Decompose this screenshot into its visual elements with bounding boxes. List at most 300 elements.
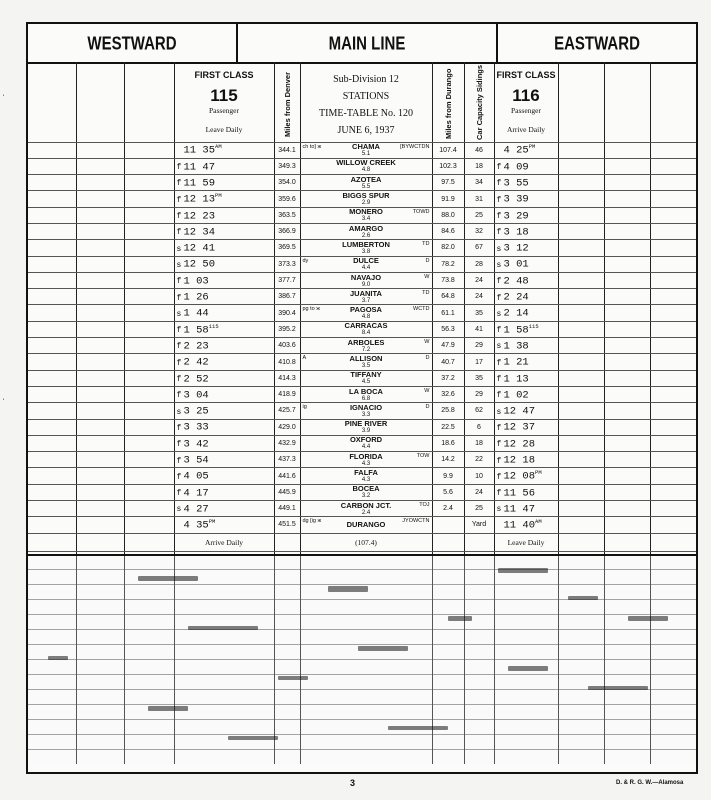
westbound-time: 2 42 <box>183 356 209 369</box>
station-distance: 4.8 <box>361 167 371 174</box>
total-distance: (107.4) <box>300 533 432 551</box>
station-name: TIFFANY <box>350 370 382 380</box>
eastbound-prefix: s <box>496 407 502 417</box>
westbound-prefix: f <box>176 179 182 189</box>
station-distance: 4.3 <box>361 460 371 467</box>
station-distance: 3.5 <box>361 363 371 369</box>
station-row <box>28 142 696 158</box>
bleed-ink-mark <box>508 666 548 671</box>
station-distance: 7.2 <box>361 346 371 353</box>
miles-from-durango: 37.2 <box>432 370 464 386</box>
station-distance: 2.9 <box>361 200 371 207</box>
station-name: LA BOCA <box>349 386 383 396</box>
eastbound-prefix: f <box>496 456 502 466</box>
miles-from-durango: 102.3 <box>432 158 464 174</box>
station-distance: 2.6 <box>361 232 371 239</box>
station-name: MONERO <box>349 207 383 217</box>
station-code-right: TD <box>422 290 430 297</box>
station-name: CHAMA <box>352 142 380 152</box>
station-row <box>28 305 696 321</box>
eastbound-time: 1 13 <box>503 373 529 386</box>
westbound-time: 3 54 <box>183 454 209 467</box>
bleed-ink-mark <box>228 736 278 740</box>
eastbound-prefix: s <box>496 244 502 254</box>
eastbound-suffix: 115 <box>528 322 539 330</box>
miles-from-denver: 395.2 <box>274 321 300 337</box>
bleed-column-line <box>76 556 77 764</box>
eastbound-prefix: f <box>496 391 502 401</box>
miles-from-denver: 377.7 <box>274 272 300 288</box>
miles-from-denver: 425.7 <box>274 403 300 419</box>
westbound-time: 11 47 <box>183 161 216 174</box>
westbound-time: 4 35 <box>183 519 209 532</box>
westbound-time: 12 41 <box>183 242 216 255</box>
station-row <box>28 207 696 223</box>
eastbound-prefix: f <box>496 440 502 450</box>
eastbound-prefix: f <box>496 489 502 499</box>
bleed-ink-mark <box>498 568 548 573</box>
car-capacity: 32 <box>464 223 494 239</box>
car-capacity: 62 <box>464 403 494 419</box>
eastbound-time: 2 24 <box>503 291 529 304</box>
station-row <box>28 158 696 174</box>
westbound-prefix: f <box>176 456 182 466</box>
car-capacity: 18 <box>464 435 494 451</box>
station-cell <box>300 403 432 419</box>
station-row <box>28 501 696 517</box>
station-cell <box>300 338 432 354</box>
westbound-prefix: s <box>176 505 182 515</box>
miles-from-denver: 369.5 <box>274 240 300 256</box>
westbound-suffix: PM <box>215 192 222 200</box>
station-name: JUANITA <box>350 288 382 298</box>
station-cell <box>300 158 432 174</box>
bleed-column-line <box>558 556 559 764</box>
car-capacity: 18 <box>464 158 494 174</box>
bleed-column-line <box>494 556 495 764</box>
bleed-column-line <box>124 556 125 764</box>
westbound-time: 11 59 <box>183 177 216 190</box>
westbound-prefix: f <box>176 489 182 499</box>
eastbound-prefix: s <box>496 260 502 270</box>
westbound-prefix: f <box>176 423 182 433</box>
bleed-ink-mark <box>138 576 198 581</box>
station-cell <box>300 321 432 337</box>
eastbound-time: 3 01 <box>503 258 529 271</box>
miles-from-denver: 386.7 <box>274 289 300 305</box>
car-capacity: 25 <box>464 207 494 223</box>
westbound-prefix: f <box>176 342 182 352</box>
west-leave-daily: Leave Daily <box>205 124 243 134</box>
station-code-right: JYOWCTN <box>402 518 430 525</box>
section-header <box>28 24 696 64</box>
miles-from-durango: 2.4 <box>432 501 464 517</box>
westbound-time: 12 13 <box>183 193 216 206</box>
eastbound-prefix: f <box>496 195 502 205</box>
eastbound-prefix: s <box>496 309 502 319</box>
eastbound-time: 12 08 <box>503 470 536 483</box>
miles-from-denver: 451.5 <box>274 517 300 533</box>
westbound-time: 2 23 <box>183 340 209 353</box>
page-number: 3 <box>350 778 356 788</box>
westward-heading: WESTWARD <box>87 33 177 55</box>
east-train-header <box>494 62 558 142</box>
east-train-number: 116 <box>512 85 540 105</box>
bleed-ink-mark <box>388 726 448 730</box>
station-cell <box>300 191 432 207</box>
station-name: CARRACAS <box>344 321 388 331</box>
station-row <box>28 484 696 500</box>
car-capacity: 24 <box>464 289 494 305</box>
westbound-prefix: f <box>176 277 182 287</box>
station-code-right: D <box>425 355 430 362</box>
car-capacity: 29 <box>464 338 494 354</box>
eastbound-time: 12 28 <box>503 438 536 451</box>
westbound-suffix: AM <box>215 143 222 151</box>
station-name: ARBOLES <box>347 337 385 347</box>
bleed-column-line <box>432 556 433 764</box>
eastbound-prefix: f <box>496 212 502 222</box>
miles-from-durango: 84.6 <box>432 223 464 239</box>
miles-from-durango: 22.5 <box>432 419 464 435</box>
eastbound-prefix: f <box>496 293 502 303</box>
station-distance: 5.5 <box>361 183 371 190</box>
westbound-prefix: f <box>176 391 182 401</box>
westbound-time: 1 58 <box>183 324 209 337</box>
header-row <box>28 62 696 142</box>
bleed-column-line <box>604 556 605 764</box>
car-capacity: 41 <box>464 321 494 337</box>
car-capacity: 35 <box>464 305 494 321</box>
station-name: IGNACIO <box>349 402 383 412</box>
eastbound-prefix: f <box>496 326 502 336</box>
east-arrive-daily: Arrive Daily <box>506 124 546 134</box>
station-row <box>28 289 696 305</box>
westbound-time: 3 04 <box>183 389 209 402</box>
main-line-heading: MAIN LINE <box>328 33 406 55</box>
car-capacity: 28 <box>464 256 494 272</box>
station-cell <box>300 419 432 435</box>
eastbound-prefix: s <box>496 342 502 352</box>
station-row <box>28 354 696 370</box>
station-name: OXFORD <box>349 435 383 445</box>
station-cell <box>300 289 432 305</box>
station-distance: 3.4 <box>361 216 371 223</box>
station-cell <box>300 223 432 239</box>
timetable-grid <box>28 62 696 578</box>
eastbound-time: 11 40 <box>503 519 536 532</box>
timetable-date: JUNE 6, 1937 <box>337 124 395 136</box>
station-code-left: pg to ж <box>302 306 320 313</box>
station-distance: 3.3 <box>361 411 371 418</box>
miles-from-durango: 47.9 <box>432 338 464 354</box>
station-distance: 4.4 <box>361 265 371 272</box>
eastbound-time: 12 47 <box>503 405 536 418</box>
eastbound-prefix: f <box>496 423 502 433</box>
westbound-suffix: 115 <box>208 322 219 330</box>
eastbound-suffix: AM <box>535 518 542 526</box>
station-row <box>28 272 696 288</box>
eastward-heading: EASTWARD <box>554 33 640 55</box>
westbound-prefix: s <box>176 407 182 417</box>
westbound-time: 3 33 <box>183 421 209 434</box>
eastbound-prefix: f <box>496 228 502 238</box>
miles-from-denver: 363.5 <box>274 207 300 223</box>
eastbound-time: 11 47 <box>503 503 536 516</box>
station-row <box>28 419 696 435</box>
west-train-type: Passenger <box>209 105 239 115</box>
station-row <box>28 338 696 354</box>
westbound-prefix: f <box>176 212 182 222</box>
station-cell <box>300 272 432 288</box>
station-cell <box>300 517 432 533</box>
eastbound-prefix: f <box>496 163 502 173</box>
station-cell <box>300 468 432 484</box>
station-name: NAVAJO <box>350 272 382 282</box>
westbound-prefix: s <box>176 260 182 270</box>
westbound-prefix: f <box>176 472 182 482</box>
miles-from-durango: 107.4 <box>432 142 464 158</box>
westbound-time: 12 23 <box>183 210 216 223</box>
westbound-suffix: PM <box>208 518 216 526</box>
east-class: FIRST CLASS <box>496 69 556 80</box>
miles-from-denver: 390.4 <box>274 305 300 321</box>
miles-from-denver: 344.1 <box>274 142 300 158</box>
station-code-right: TOWD <box>412 208 430 215</box>
miles-from-durango: 64.8 <box>432 289 464 305</box>
car-capacity: 22 <box>464 452 494 468</box>
miles-from-durango: 88.0 <box>432 207 464 223</box>
station-row <box>28 403 696 419</box>
miles-from-denver: 441.6 <box>274 468 300 484</box>
station-code-right: TD <box>422 241 430 248</box>
miles-from-denver: 449.1 <box>274 501 300 517</box>
miles-from-durango: 5.6 <box>432 484 464 500</box>
station-cell <box>300 354 432 370</box>
eastbound-time: 2 48 <box>503 275 529 288</box>
station-name: ALLISON <box>349 354 383 363</box>
miles-from-durango: 56.3 <box>432 321 464 337</box>
miles-from-durango: 73.8 <box>432 272 464 288</box>
miles-from-durango: 91.9 <box>432 191 464 207</box>
bleed-ink-mark <box>628 616 668 621</box>
miles-from-denver: 373.3 <box>274 256 300 272</box>
car-capacity: 10 <box>464 468 494 484</box>
miles-from-durango: 40.7 <box>432 354 464 370</box>
station-row <box>28 191 696 207</box>
station-code-right: W <box>424 273 430 280</box>
station-code-left: ch to] ж <box>302 143 322 150</box>
station-distance: 4.8 <box>361 314 371 321</box>
station-name: PINE RIVER <box>344 419 388 429</box>
eastbound-time: 1 38 <box>503 340 529 353</box>
miles-from-durango: 61.1 <box>432 305 464 321</box>
miles-from-denver: 429.0 <box>274 419 300 435</box>
station-distance: 5.1 <box>361 151 371 158</box>
station-cell <box>300 370 432 386</box>
station-code-left: A <box>302 355 307 362</box>
car-capacity: 46 <box>464 142 494 158</box>
station-name: FALFA <box>354 468 378 478</box>
miles-from-durango: 14.2 <box>432 452 464 468</box>
bleed-ink-mark <box>148 706 188 711</box>
station-distance: 3.8 <box>361 248 371 255</box>
westbound-time: 2 52 <box>183 373 209 386</box>
car-capacity: 24 <box>464 484 494 500</box>
station-distance: 4.5 <box>361 379 371 386</box>
westbound-time: 12 50 <box>183 258 216 271</box>
station-code-right: WCTD <box>413 306 430 313</box>
eastbound-time: 11 56 <box>503 487 536 500</box>
miles-from-durango: 78.2 <box>432 256 464 272</box>
miles-from-durango: 18.6 <box>432 435 464 451</box>
westbound-prefix: f <box>176 195 182 205</box>
station-row <box>28 175 696 191</box>
miles-from-denver: 349.3 <box>274 158 300 174</box>
miles-from-denver: 437.3 <box>274 452 300 468</box>
car-capacity: 31 <box>464 191 494 207</box>
eastbound-time: 3 18 <box>503 226 529 239</box>
bleed-column-line <box>464 556 465 764</box>
margin-tick: ˌ <box>2 86 5 96</box>
station-row <box>28 240 696 256</box>
eastbound-prefix: f <box>496 179 502 189</box>
station-name: DULCE <box>353 256 379 266</box>
station-cell <box>300 386 432 402</box>
station-row <box>28 517 696 533</box>
east-train-type: Passenger <box>511 105 541 115</box>
station-distance: 4.3 <box>361 477 371 484</box>
eastbound-time: 3 39 <box>503 193 529 206</box>
station-code-right: TOJ <box>419 502 430 509</box>
station-name: BOCEA <box>352 484 380 494</box>
station-name: FLORIDA <box>349 451 383 461</box>
station-cell <box>300 240 432 256</box>
station-row <box>28 435 696 451</box>
station-cell <box>300 142 432 158</box>
station-cell <box>300 484 432 500</box>
eastbound-time: 1 21 <box>503 356 529 369</box>
station-distance: 4.4 <box>361 444 371 451</box>
west-class: FIRST CLASS <box>194 69 254 80</box>
bleed-ink-mark <box>448 616 472 621</box>
bleed-ink-mark <box>568 596 598 600</box>
car-capacity: 6 <box>464 419 494 435</box>
west-arrive-daily: Arrive Daily <box>174 533 274 551</box>
westbound-prefix: f <box>176 358 182 368</box>
eastbound-prefix: s <box>496 505 502 515</box>
miles-from-denver: 403.6 <box>274 338 300 354</box>
station-row <box>28 370 696 386</box>
station-row <box>28 321 696 337</box>
station-cell <box>300 501 432 517</box>
station-distance: 9.0 <box>361 281 371 288</box>
station-row <box>28 468 696 484</box>
eastbound-time: 1 02 <box>503 389 529 402</box>
station-name: BIGGS SPUR <box>342 191 390 201</box>
bleed-column-line <box>274 556 275 764</box>
car-capacity: 17 <box>464 354 494 370</box>
station-name: DURANGO <box>346 519 386 529</box>
eastbound-prefix: f <box>496 375 502 385</box>
station-distance: 3.9 <box>361 428 371 435</box>
westbound-prefix: f <box>176 163 182 173</box>
miles-from-denver: 354.0 <box>274 175 300 191</box>
station-code-right: D <box>425 257 430 264</box>
westbound-prefix: s <box>176 244 182 254</box>
eastbound-time: 4 25 <box>503 144 529 157</box>
miles-from-denver: 445.9 <box>274 484 300 500</box>
bleed-ink-mark <box>588 686 648 690</box>
westbound-prefix: f <box>176 326 182 336</box>
westbound-time: 1 44 <box>183 307 209 320</box>
station-name: WILLOW CREEK <box>336 158 396 168</box>
faded-bleedthrough-section <box>28 554 696 764</box>
station-row <box>28 386 696 402</box>
eastbound-suffix: PM <box>535 469 542 477</box>
westbound-prefix: f <box>176 228 182 238</box>
stations-label: STATIONS <box>342 90 390 102</box>
station-distance: 6.8 <box>361 395 371 402</box>
bleed-column-line <box>174 556 175 764</box>
station-row <box>28 256 696 272</box>
miles-from-durango: 9.9 <box>432 468 464 484</box>
miles-from-durango <box>432 517 464 533</box>
eastbound-time: 4 09 <box>503 161 529 174</box>
station-name: AMARGO <box>348 223 384 233</box>
station-code-right: D <box>425 404 430 411</box>
westbound-time: 3 25 <box>183 405 209 418</box>
car-capacity: 34 <box>464 175 494 191</box>
station-name: AZOTEA <box>350 174 382 184</box>
timetable-page <box>26 22 698 774</box>
west-train-header <box>174 62 274 142</box>
westbound-time: 1 26 <box>183 291 209 304</box>
westbound-time: 4 05 <box>183 470 209 483</box>
westbound-time: 11 35 <box>183 144 216 157</box>
car-capacity: 29 <box>464 386 494 402</box>
station-code-right: W <box>424 339 430 346</box>
eastbound-time: 2 14 <box>503 307 529 320</box>
station-name: LUMBERTON <box>342 239 390 249</box>
miles-from-durango: 25.8 <box>432 403 464 419</box>
east-leave-daily: Leave Daily <box>494 533 558 551</box>
westbound-time: 12 34 <box>183 226 216 239</box>
arrive-row <box>28 533 696 551</box>
miles-from-denver: 366.9 <box>274 223 300 239</box>
station-code-left: dg [ig ж <box>302 518 322 525</box>
car-capacity: 25 <box>464 501 494 517</box>
car-capacity: 67 <box>464 240 494 256</box>
bleed-ink-mark <box>358 646 408 651</box>
station-code-right: W <box>424 387 430 394</box>
bleed-ink-mark <box>278 676 308 680</box>
margin-tick: ˌ <box>2 390 5 400</box>
miles-from-denver: 359.6 <box>274 191 300 207</box>
station-code-right: [BYWCTDN <box>400 143 430 150</box>
station-row <box>28 223 696 239</box>
car-capacity: 35 <box>464 370 494 386</box>
station-distance: 2.4 <box>361 509 371 516</box>
printer-credit: D. & R. G. W.—Alamosa <box>616 780 684 786</box>
station-cell <box>300 305 432 321</box>
westbound-time: 1 03 <box>183 275 209 288</box>
car-capacity: 24 <box>464 272 494 288</box>
miles-from-denver: 414.3 <box>274 370 300 386</box>
westbound-prefix: f <box>176 293 182 303</box>
station-cell <box>300 207 432 223</box>
miles-from-durango: 97.5 <box>432 175 464 191</box>
